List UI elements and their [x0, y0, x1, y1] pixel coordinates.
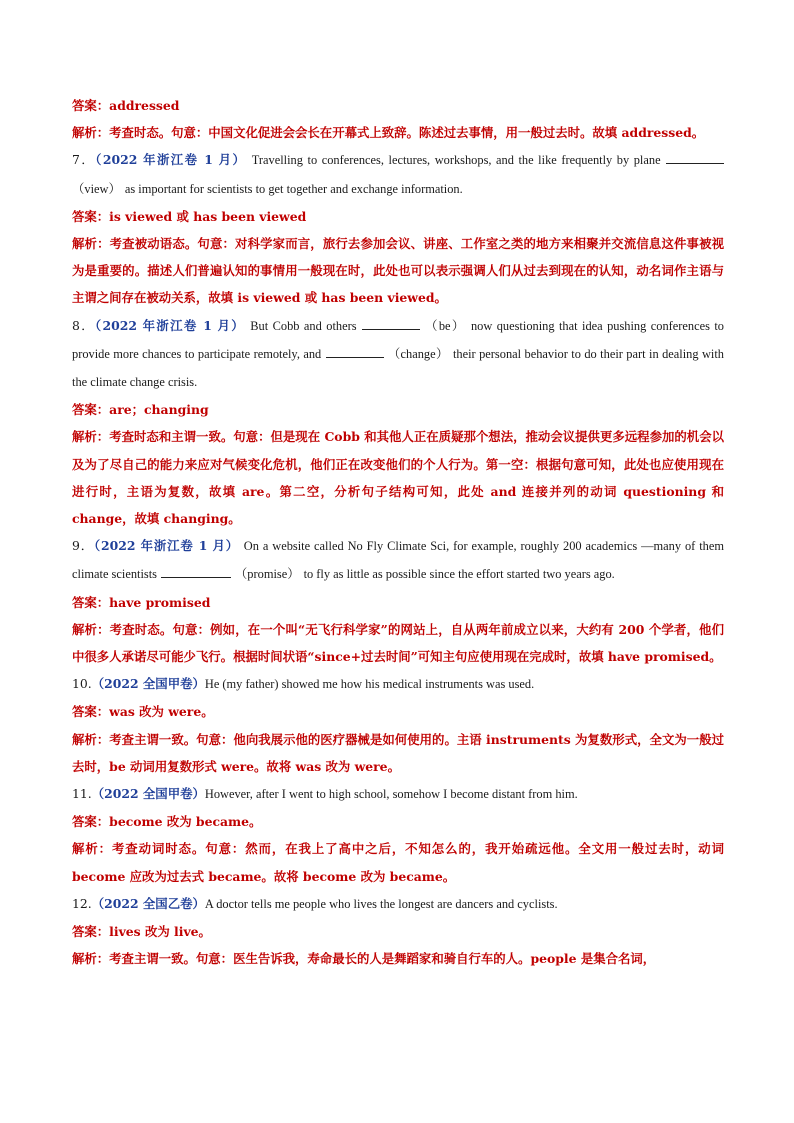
answer-blank: [161, 565, 231, 578]
q6-analysis: 解析：考查时态。句意：中国文化促进会会长在开幕式上致辞。陈述过去事情，用一般过去时。故填 addressed。: [72, 125, 705, 141]
q12-answer: 答案：lives 改为 live。: [72, 924, 211, 940]
question-12: 12.（2022 全国乙卷）A doctor tells me people who lives the longest are dancers and cyclists.: [72, 895, 558, 911]
q7-answer: 答案：is viewed 或 has been viewed: [72, 208, 307, 224]
q6-answer: 答案：addressed: [72, 98, 180, 113]
document-page: [72, 92, 724, 973]
q10-answer: 答案：was 改为 were。: [72, 704, 214, 720]
q11-analysis: 解析：考查动词时态。句意：然而，在我上了高中之后，不知怎么的，我开始疏远他。全文用一般过去时，动词 become 应改为过去式 became。故将 become 改为 became。: [72, 841, 725, 884]
question-9: 9．（2022 年浙江卷 1 月） On a website called No Fly Climate Sci, for example, roughly 200 academics —many of them climate scientists （promise） to fly as little as possible since the effort started two years ago.: [72, 538, 724, 582]
question-8: 8．（2022 年浙江卷 1 月） But Cobb and others （be） now questioning that idea pushing conferences to provide more chances to participate remotely, and （change） their personal behavior to do their part in dealing with the climate change crisis.: [72, 317, 724, 390]
q8-answer: 答案：are；changing: [72, 402, 209, 418]
answer-blank: [666, 151, 724, 164]
q10-analysis: 解析：考查主谓一致。句意：他向我展示他的医疗器械是如何使用的。主语 instruments 为复数形式，全文为一般过去时，be 动词用复数形式 were。故将 was 改为 were。: [72, 731, 725, 774]
answer-blank: [362, 317, 420, 330]
q12-analysis: 解析：考查主谓一致。句意：医生告诉我，寿命最长的人是舞蹈家和骑自行车的人。people 是集合名词，: [72, 951, 656, 967]
q8-analysis: 解析：考查时态和主谓一致。句意：但是现在 Cobb 和其他人正在质疑那个想法，推动会议提供更多远程参加的机会以及为了尽自己的能力来应对气候变化危机，他们正在改变他们的个人行为。第一空：根据句意可知，此处也应使用现在进行时，主语为复数，故填 are。第二空，分析句子结构可知，此处 and 连接并列的动词 questioning 和 change，故填 changing。: [72, 429, 724, 527]
q9-analysis: 解析：考查时态。句意：例如，在一个叫“无飞行科学家”的网站上，自从两年前成立以来，大约有 200 个学者，他们中很多人承诺尽可能少飞行。根据时间状语“since+过去时间”可知主句应使用现在完成时，故填 have promised。: [72, 621, 724, 665]
q11-answer: 答案：become 改为 became。: [72, 814, 262, 830]
question-11: 11.（2022 全国甲卷）However, after I went to high school, somehow I become distant from him.: [72, 786, 578, 802]
question-7: 7．（2022 年浙江卷 1 月） Travelling to conferences, lectures, workshops, and the like frequently by plane （view） as important for scientists to get together and exchange information.: [72, 146, 724, 202]
q9-answer: 答案：have promised: [72, 594, 211, 610]
question-10: 10.（2022 全国甲卷）He (my father) showed me how his medical instruments was used.: [72, 676, 535, 692]
answer-blank: [326, 345, 384, 358]
q7-analysis: 解析：考查被动语态。句意：对科学家而言，旅行去参加会议、讲座、工作室之类的地方来相聚并交流信息这件事被视为是重要的。描述人们普遍认知的事情用一般现在时，此处也可以表示强调人们从过去到现在的认知，动名词作主语与主谓之间存在被动关系，故填 is viewed 或 has been viewed。: [72, 236, 725, 306]
